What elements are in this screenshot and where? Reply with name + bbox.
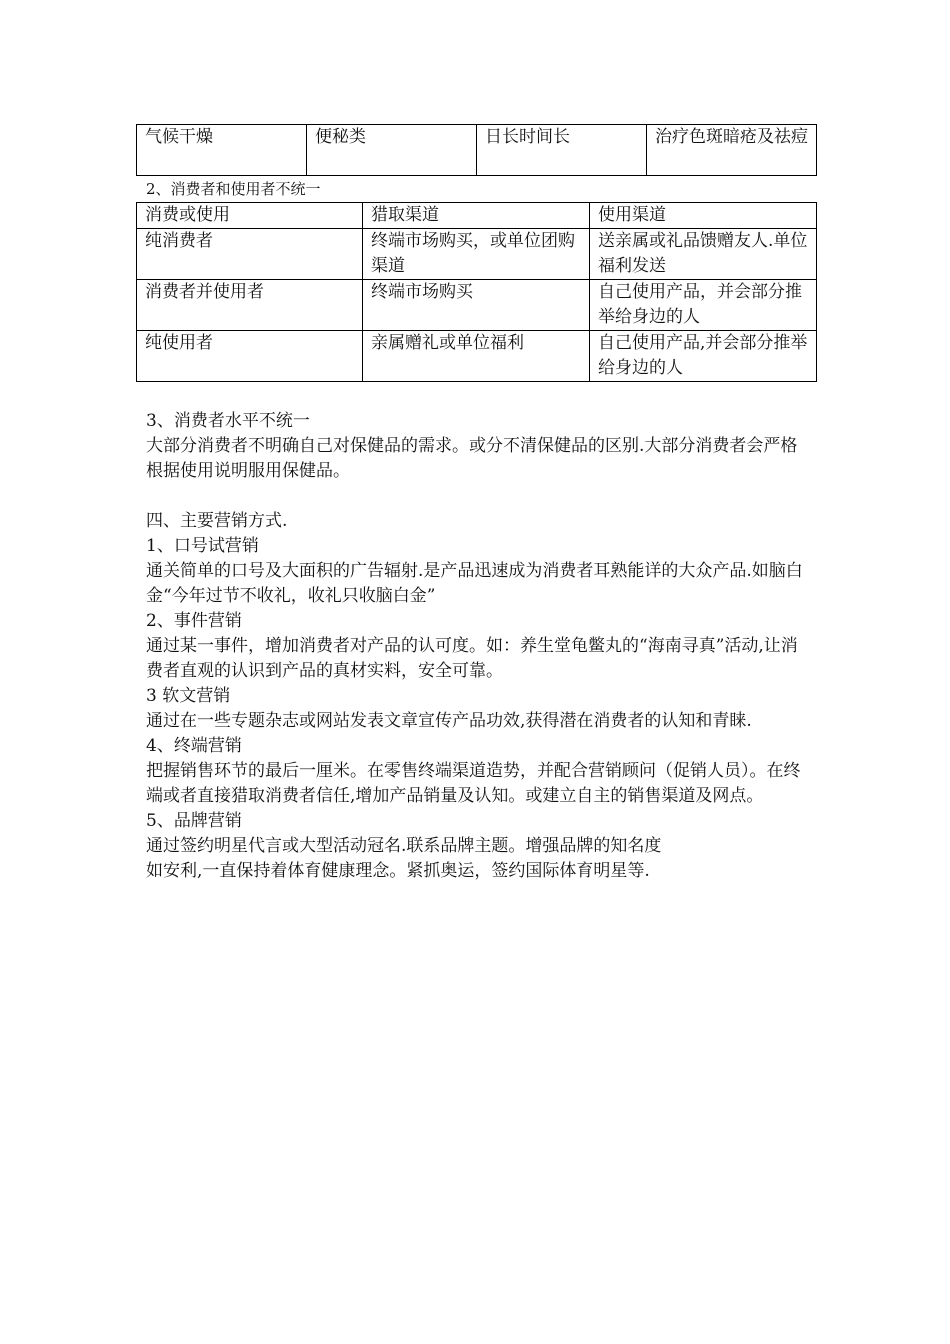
table-header-cell: 猎取渠道 — [363, 203, 590, 229]
item-title: 4、终端营销 — [146, 736, 242, 756]
paragraph: 大部分消费者不明确自己对保健品的需求。或分不清保健品的区别.大部分消费者会严格根据使用说明服用保健品。 — [146, 436, 798, 481]
table-cell: 自己使用产品,并会部分推举给身边的人 — [590, 331, 817, 382]
table-row — [137, 280, 817, 331]
consumer-table — [136, 202, 817, 382]
table-header-row — [137, 203, 817, 229]
paragraph: 如安利,一直保持着体育健康理念。紧抓奥运，签约国际体育明星等. — [146, 861, 650, 881]
table-cell: 终端市场购买，或单位团购渠道 — [363, 229, 590, 280]
paragraph: 通关简单的口号及大面积的广告辐射.是产品迅速成为消费者耳熟能详的大众产品.如脑白金“今年过节不收礼，收礼只收脑白金” — [146, 561, 803, 606]
section-heading: 3、消费者水平不统一 — [146, 411, 310, 431]
table-header-cell: 消费或使用 — [137, 203, 363, 229]
paragraph: 通过在一些专题杂志或网站发表文章宣传产品功效,获得潜在消费者的认知和青睐. — [146, 711, 752, 731]
item-title: 2、事件营销 — [146, 611, 242, 631]
document-page — [136, 124, 816, 884]
table-row — [137, 331, 817, 382]
table-cell: 消费者并使用者 — [137, 280, 363, 331]
paragraph: 把握销售环节的最后一厘米。在零售终端渠道造势，并配合营销顾问（促销人员）。在终端或者直接猎取消费者信任,增加产品销量及认知。或建立自主的销售渠道及网点。 — [146, 761, 801, 806]
item-title: 1、口号试营销 — [146, 536, 259, 556]
table-cell: 终端市场购买 — [363, 280, 590, 331]
table-cell: 便秘类 — [307, 125, 477, 176]
table-row — [137, 229, 817, 280]
table-cell: 自己使用产品，并会部分推举给身边的人 — [590, 280, 817, 331]
item-title: 3 软文营销 — [146, 686, 231, 706]
symptom-table — [136, 124, 817, 176]
table-header-cell: 使用渠道 — [590, 203, 817, 229]
section-heading: 四、主要营销方式. — [146, 511, 288, 531]
table-row — [137, 125, 817, 176]
table-cell: 纯使用者 — [137, 331, 363, 382]
table-cell: 气候干燥 — [137, 125, 307, 176]
table-cell: 日长时间长 — [477, 125, 647, 176]
table-cell: 送亲属或礼品馈赠友人.单位福利发送 — [590, 229, 817, 280]
item-title: 5、品牌营销 — [146, 811, 242, 831]
table-cell: 纯消费者 — [137, 229, 363, 280]
table-cell: 治疗色斑暗疮及祛痘 — [647, 125, 817, 176]
paragraph: 通过某一事件，增加消费者对产品的认可度。如：养生堂龟鳖丸的“海南寻真”活动,让消费者直观的认识到产品的真材实料，安全可靠。 — [146, 636, 798, 681]
paragraph: 通过签约明星代言或大型活动冠名.联系品牌主题。增强品牌的知名度 — [146, 836, 662, 856]
table-cell: 亲属赠礼或单位福利 — [363, 331, 590, 382]
section-caption: 2、消费者和使用者不统一 — [146, 180, 321, 198]
